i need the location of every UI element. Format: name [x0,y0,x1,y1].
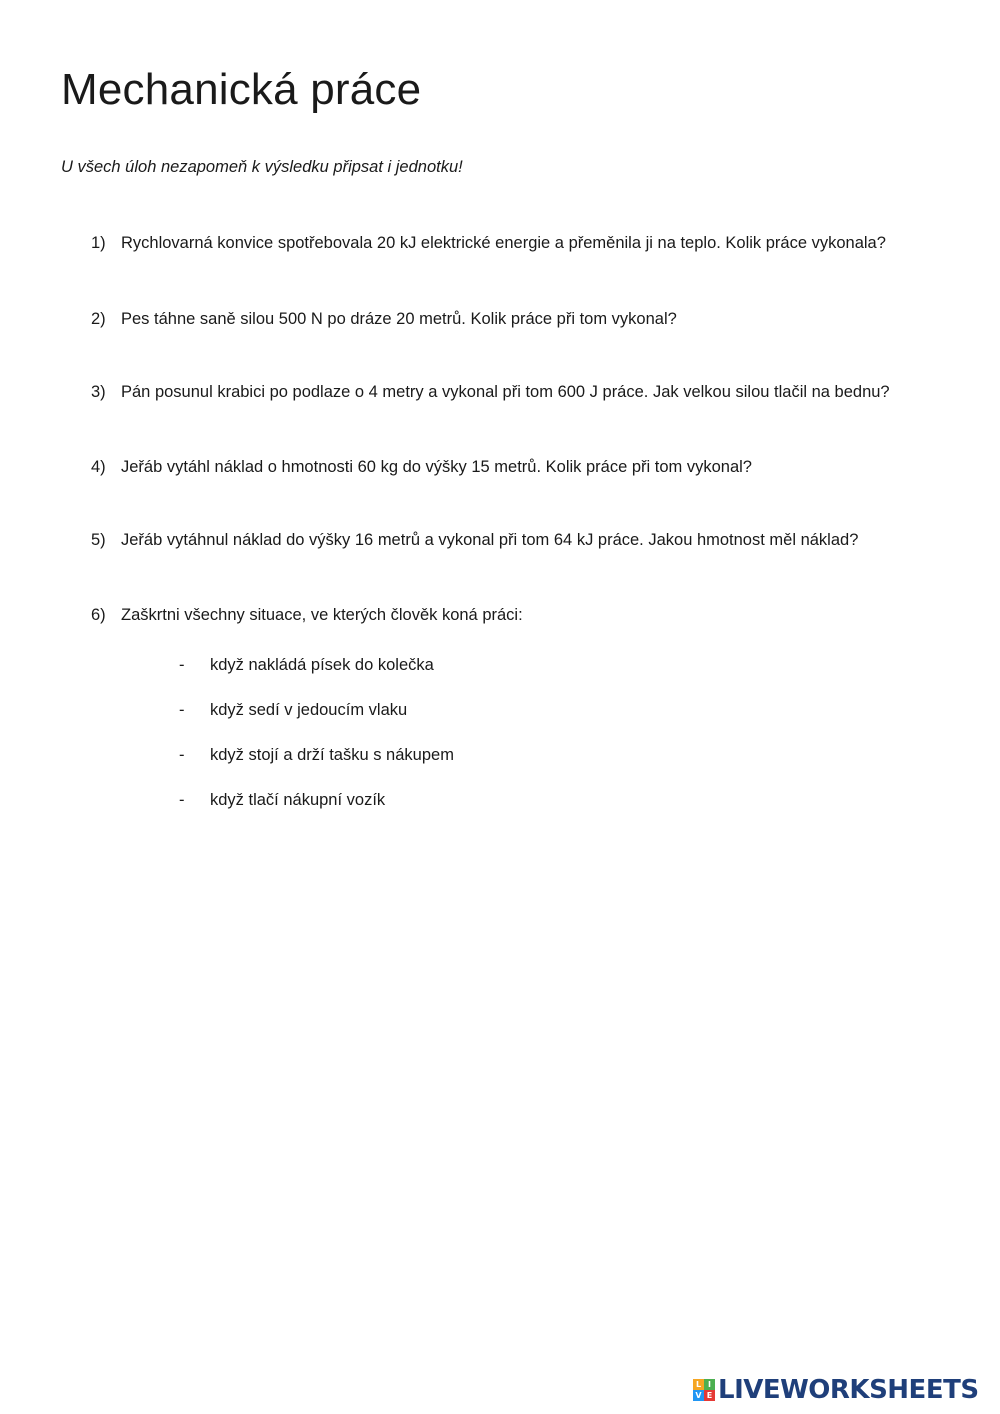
option-bullet: - [179,701,185,719]
question-number: 2) [91,310,106,328]
question-6 [91,604,523,626]
question-text: Zaškrtni všechny situace, ve kterých člověk koná práci: [121,606,523,624]
logo-mark-icon [693,1379,715,1401]
option-text: když stojí a drží tašku s nákupem [210,746,454,764]
option-pushing-cart[interactable] [179,789,385,811]
question-text: Pán posunul krabici po podlaze o 4 metry a vykonal při tom 600 J práce. Jak velkou silou tlačil na bednu? [121,383,890,401]
question-1 [91,232,886,254]
question-text: Pes táhne saně silou 500 N po dráze 20 metrů. Kolik práce při tom vykonal? [121,310,677,328]
logo-mark-letter: E [704,1390,715,1401]
option-bullet: - [179,746,185,764]
question-text: Jeřáb vytáhl náklad o hmotnosti 60 kg do výšky 15 metrů. Kolik práce při tom vykonal? [121,458,752,476]
option-sitting-train[interactable] [179,699,407,721]
question-number: 4) [91,458,106,476]
option-holding-bag[interactable] [179,744,454,766]
question-number: 5) [91,531,106,549]
question-5 [91,529,858,551]
option-text: když sedí v jedoucím vlaku [210,701,408,719]
question-number: 3) [91,383,106,401]
liveworksheets-logo [693,1376,979,1404]
logo-mark-letter: V [693,1390,704,1401]
question-number: 6) [91,606,106,624]
question-number: 1) [91,234,106,252]
instruction-text: U všech úloh nezapomeň k výsledku připsat i jednotku! [61,158,463,176]
option-text: když tlačí nákupní vozík [210,791,386,809]
option-bullet: - [179,791,185,809]
logo-text: LIVEWORKSHEETS [718,1375,979,1405]
page-title: Mechanická práce [61,65,422,114]
option-bullet: - [179,656,185,674]
logo-mark-letter: I [704,1379,715,1390]
question-text: Rychlovarná konvice spotřebovala 20 kJ elektrické energie a přeměnila ji na teplo. Kolik práce vykonala? [121,234,886,252]
question-2 [91,308,677,330]
question-3 [91,381,890,403]
option-text: když nakládá písek do kolečka [210,656,434,674]
question-text: Jeřáb vytáhnul náklad do výšky 16 metrů a vykonal při tom 64 kJ práce. Jakou hmotnost měl náklad? [121,531,859,549]
logo-mark-letter: L [693,1379,704,1390]
question-4 [91,456,752,478]
option-sand-wheelbarrow[interactable] [179,654,434,676]
